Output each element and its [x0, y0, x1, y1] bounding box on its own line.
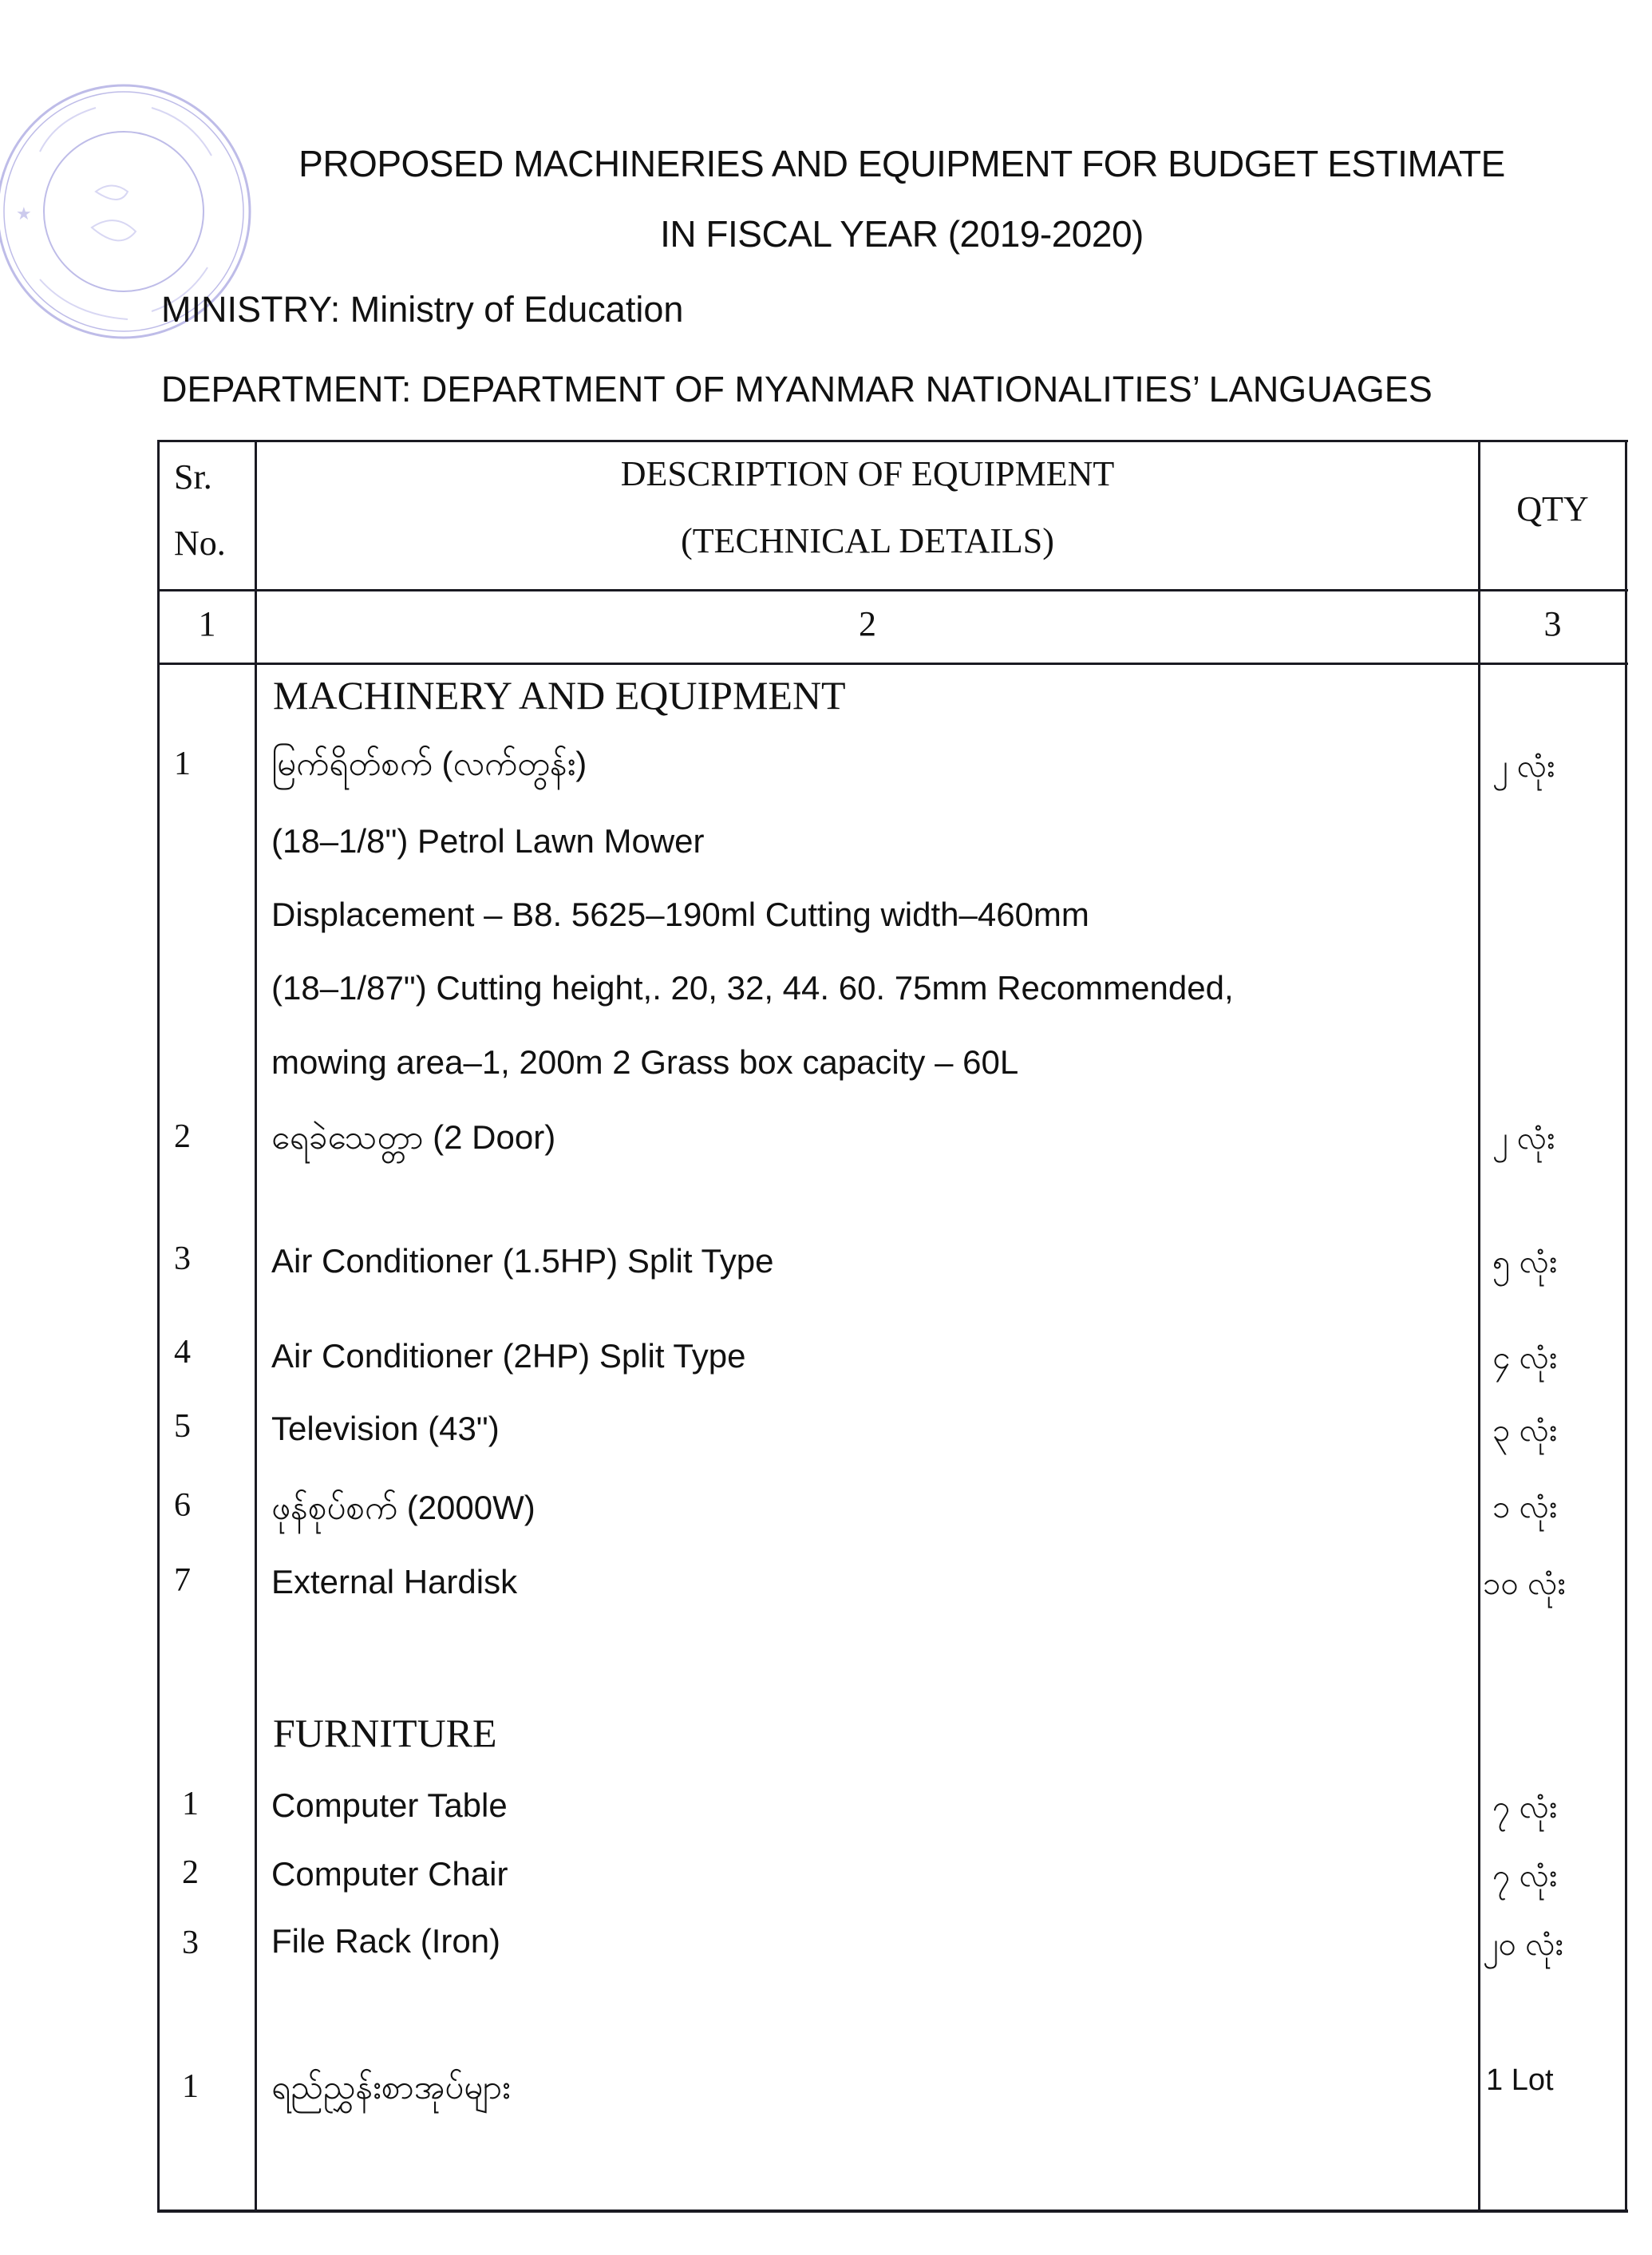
column-number-3: 3 [1543, 604, 1562, 643]
document-title-line1: PROPOSED MACHINERIES AND EQUIPMENT FOR BUDGET ESTIMATE [298, 143, 1505, 184]
row-description: ရေခဲသေတ္တာ (2 Door) [271, 1118, 556, 1156]
column-divider-1 [255, 440, 257, 2212]
row-sr: 2 [174, 1118, 191, 1155]
row-qty: ၂ လုံး [1492, 749, 1555, 784]
document-title-line2: IN FISCAL YEAR (2019-2020) [660, 213, 1144, 255]
table-border-right [1625, 440, 1627, 2212]
row-qty: ၃ လုံး [1492, 1413, 1558, 1448]
row-qty: 1 Lot [1486, 2063, 1554, 2097]
row-sr: 1 [174, 746, 191, 782]
row-qty: ၇ လုံး [1492, 1790, 1558, 1825]
row-detail: mowing area–1, 200m 2 Grass box capacity – 60L [271, 1043, 1019, 1081]
ministry-label: MINISTRY: Ministry of Education [161, 289, 684, 330]
header-description-line2: (TECHNICAL DETAILS) [681, 521, 1054, 560]
row-description: Air Conditioner (1.5HP) Split Type [271, 1242, 774, 1280]
header-divider [157, 589, 1628, 591]
row-sr: 2 [182, 1854, 199, 1891]
section-title-furniture: FURNITURE [273, 1711, 497, 1755]
department-label: DEPARTMENT: DEPARTMENT OF MYANMAR NATIONALITIES’ LANGUAGES [161, 369, 1433, 409]
row-sr: 6 [174, 1487, 191, 1524]
row-detail: Displacement – B8. 5625–190ml Cutting width–460mm [271, 896, 1089, 933]
row-sr: 1 [182, 2068, 199, 2105]
row-description: File Rack (Iron) [271, 1922, 501, 1960]
row-sr: 3 [182, 1925, 199, 1961]
row-qty: ၁၀ လုံး [1483, 1566, 1566, 1601]
row-qty: ၂၀ လုံး [1483, 1927, 1563, 1962]
column-divider-2 [1478, 440, 1480, 2212]
row-sr: 7 [174, 1562, 191, 1599]
row-description: Television (43") [271, 1410, 500, 1447]
row-description: External Hardisk [271, 1563, 518, 1600]
section-title-machinery: MACHINERY AND EQUIPMENT [273, 673, 846, 718]
row-qty: ၄ လုံး [1492, 1340, 1558, 1375]
column-number-1: 1 [198, 604, 216, 643]
header-qty: QTY [1516, 489, 1589, 528]
header-sr-line1: Sr. [174, 457, 212, 496]
row-description: ရည်ညွှန်းစာအုပ်များ [271, 2068, 511, 2106]
column-number-divider [157, 663, 1628, 665]
row-detail: (18–1/8") Petrol Lawn Mower [271, 822, 705, 860]
row-description: Computer Table [271, 1786, 508, 1824]
svg-text:★: ★ [16, 204, 32, 224]
row-qty: ၅ လုံး [1492, 1244, 1558, 1280]
header-description-line1: DESCRIPTION OF EQUIPMENT [620, 454, 1115, 493]
table-border-top [157, 440, 1628, 442]
row-description: Computer Chair [271, 1855, 508, 1893]
table-border-bottom [157, 2210, 1628, 2213]
row-qty: ၇ လုံး [1492, 1858, 1558, 1893]
row-sr: 3 [174, 1240, 191, 1277]
row-qty: ၁ လုံး [1492, 1489, 1558, 1525]
row-description: ဖုန်စုပ်စက် (2000W) [271, 1489, 536, 1526]
row-sr: 4 [174, 1334, 191, 1371]
row-description: မြက်ရိတ်စက် (လက်တွန်း) [271, 745, 587, 782]
row-sr: 1 [182, 1786, 199, 1822]
table-border-left [157, 440, 160, 2212]
row-qty: ၂ လုံး [1492, 1121, 1555, 1156]
row-detail: (18–1/87") Cutting height,. 20, 32, 44. 60. 75mm Recommended, [271, 969, 1234, 1007]
row-description: Air Conditioner (2HP) Split Type [271, 1337, 746, 1375]
column-number-2: 2 [859, 604, 876, 643]
header-sr-line2: No. [174, 524, 226, 563]
row-sr: 5 [174, 1408, 191, 1445]
